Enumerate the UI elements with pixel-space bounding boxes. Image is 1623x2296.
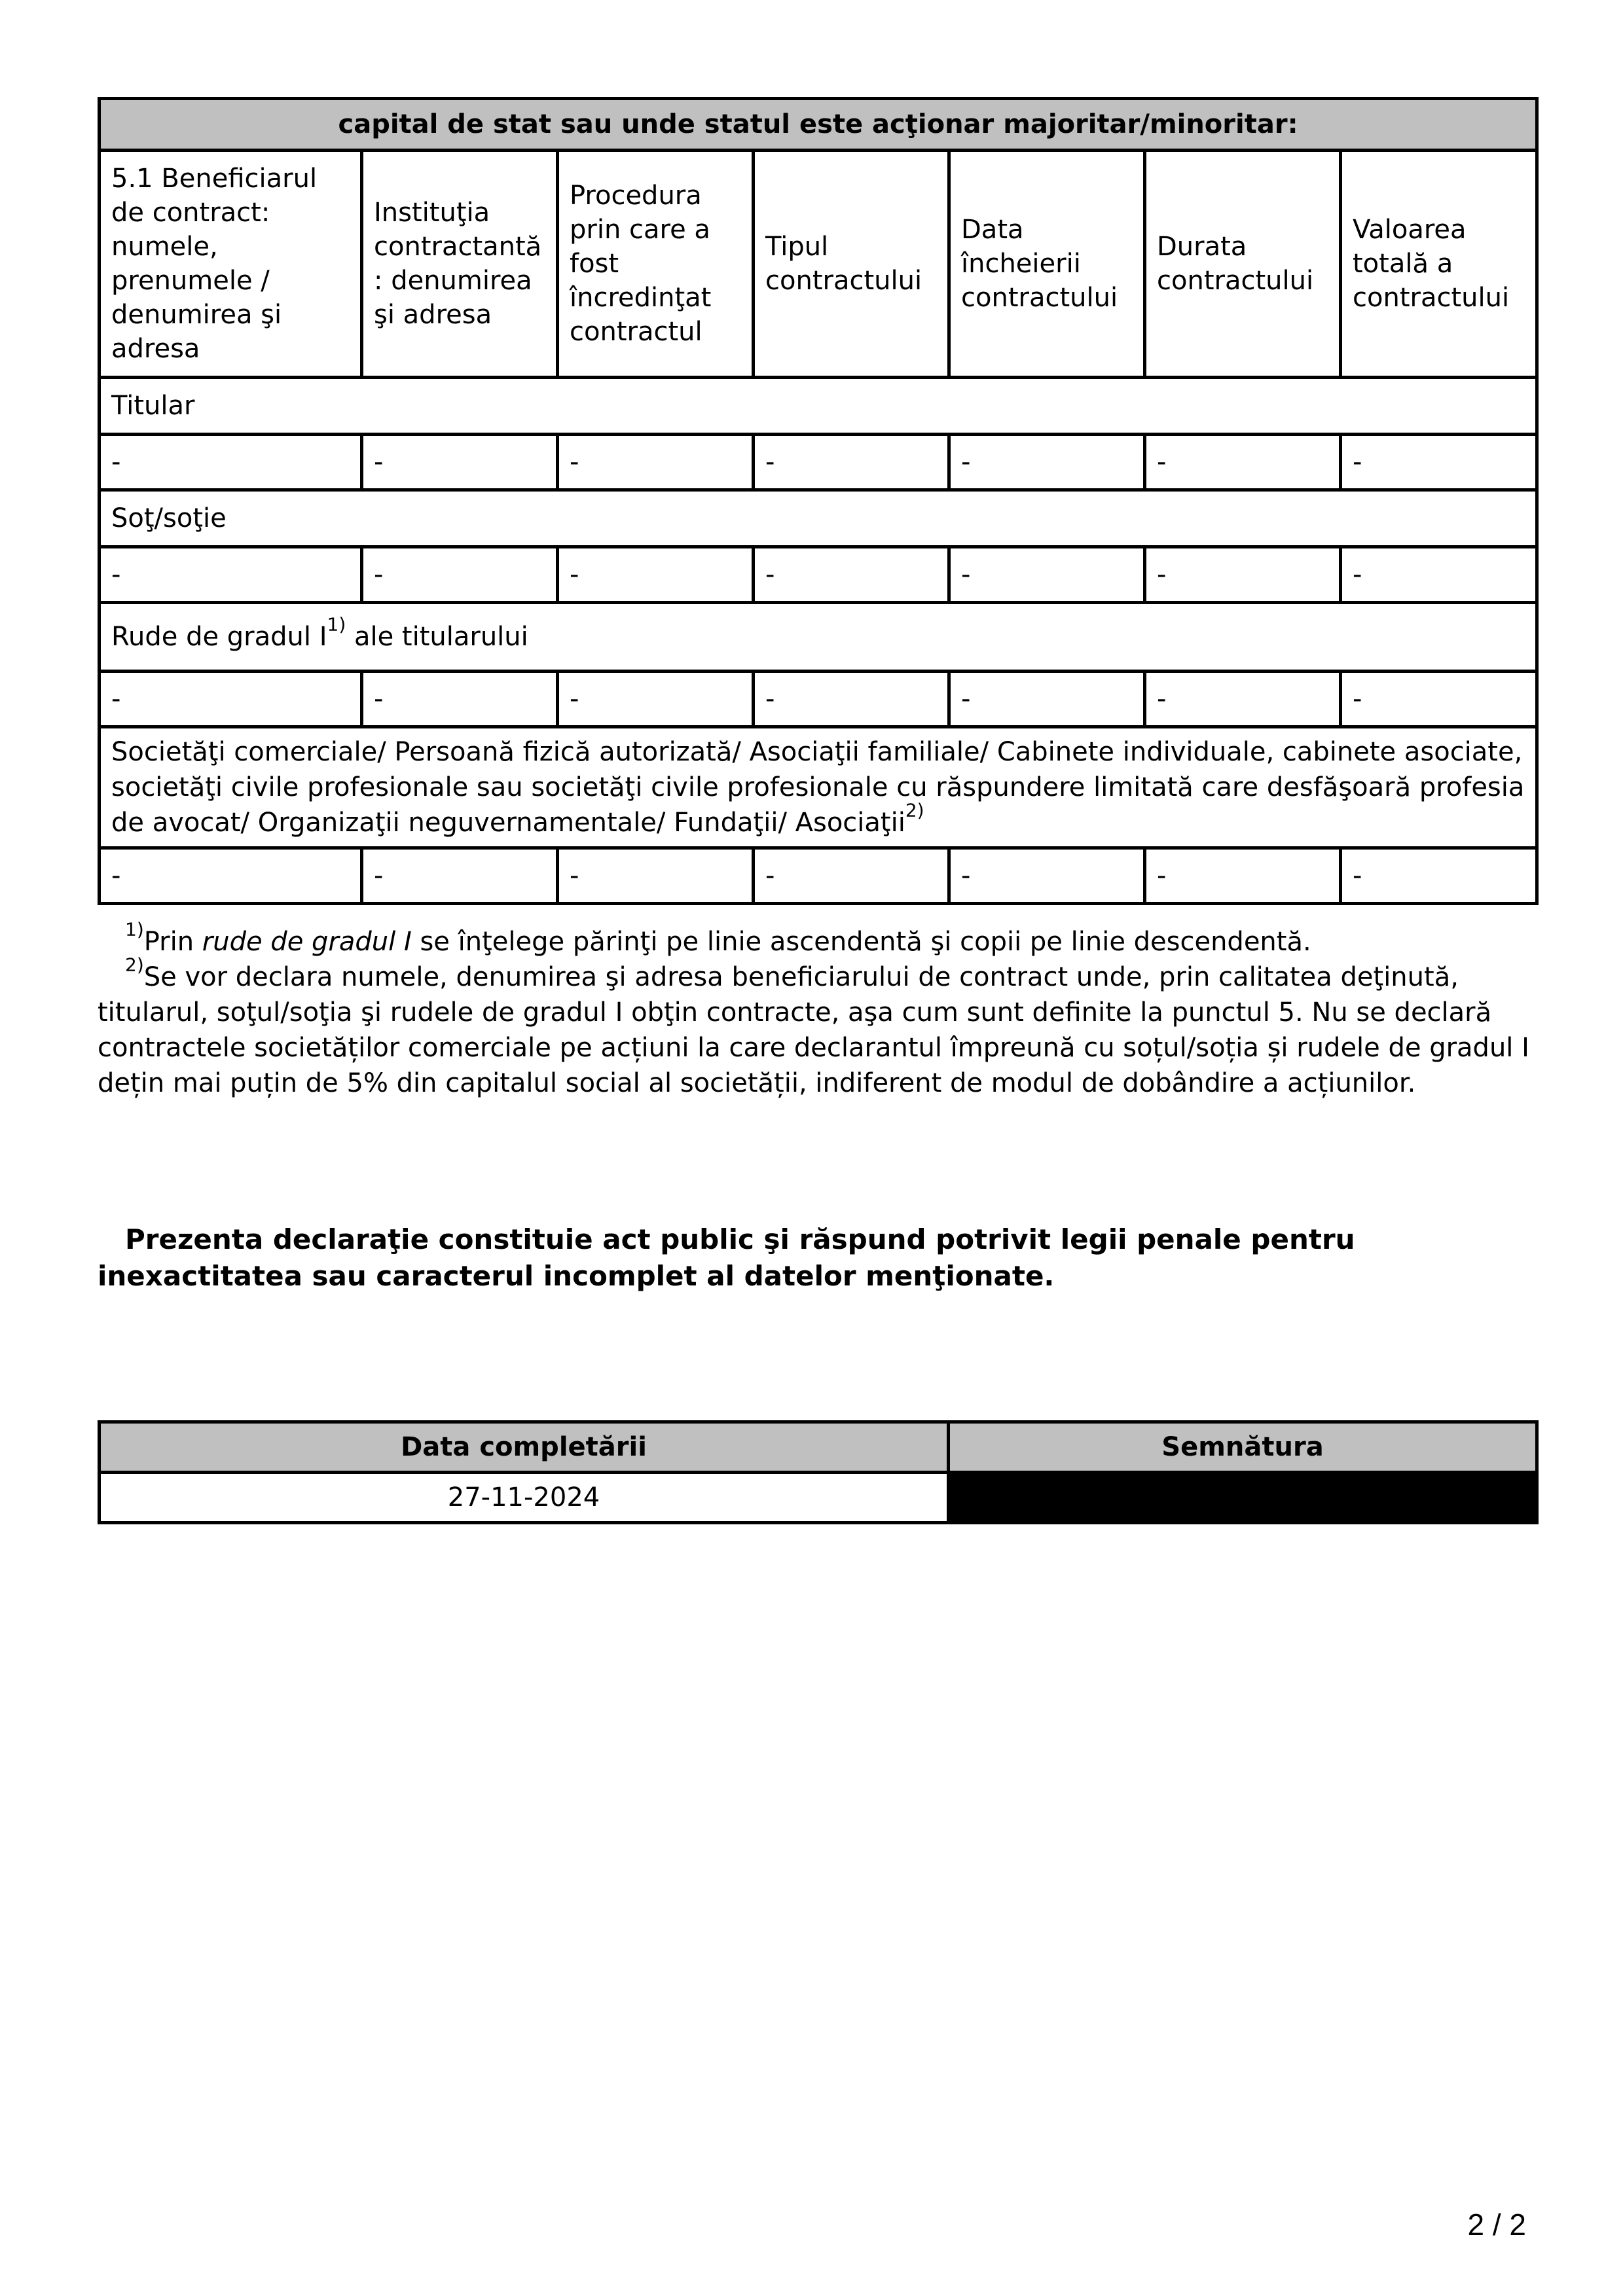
table-cell: - (1341, 848, 1537, 904)
header-procedure: Procedura prin care a fost încredinţat contractul (558, 151, 754, 378)
group-label: Societăţi comerciale/ Persoană fizică autorizată/ Asociaţii familiale/ Cabinete individuale, cabinete asociate, societăţi civile profesionale sau societăţi civile profesionale cu răspundere limitată care desfăşoară profesia de avocat/ Organizaţii neguvernamentale/ Fundaţii/ Asociaţii (111, 737, 1525, 838)
contracts-table (98, 97, 1539, 905)
header-beneficiary: 5.1 Beneficiarul de contract: numele, prenumele / denumirea şi adresa (100, 151, 362, 378)
footnote-2 (98, 954, 1538, 1101)
footnote-text: Se vor declara numele, denumirea şi adresa beneficiarului de contract unde, prin calitatea deţinută, titularul, soţul/soţia şi rudele de gradul I obţin contracte, aşa cum sunt definite la punctul 5. Nu se declară contractele societăților comerciale pe acțiuni la care declarantul împreună cu soțul/soția și rudele de gradul I dețin mai puțin de 5% din capitalul social al societății, indiferent de modul de dobândire a acțiunilor. (98, 962, 1529, 1098)
table-cell: - (949, 547, 1145, 603)
header-duration: Durata contractului (1145, 151, 1341, 378)
completion-date: 27-11-2024 (100, 1473, 949, 1523)
table-row (100, 547, 1537, 603)
table-cell: - (754, 672, 949, 727)
footnotes (98, 918, 1538, 1101)
table-cell: - (100, 435, 362, 490)
table-cell: - (1341, 435, 1537, 490)
header-contract-type: Tipul contractului (754, 151, 949, 378)
group-label: Rude de gradul I (111, 622, 327, 652)
group-label: Soţ/soţie (111, 503, 227, 533)
page-number: 2 / 2 (1467, 2208, 1526, 2242)
table-cell: - (1145, 672, 1341, 727)
table-cell: - (1145, 547, 1341, 603)
footnote-text: Prin (143, 927, 202, 957)
legal-declaration: Prezenta declaraţie constituie act public şi răspund potrivit legii penale pentru inexactitatea sau caracterul incomplet al datelor menţionate. (98, 1223, 1355, 1292)
footnote-ref: 1) (327, 613, 346, 636)
table-cell: - (100, 672, 362, 727)
table-cell: - (949, 435, 1145, 490)
footnote-ref: 2) (905, 799, 924, 821)
table-cell: - (100, 547, 362, 603)
date-label: Data completării (100, 1422, 949, 1473)
header-conclusion-date: Data încheierii contractului (949, 151, 1145, 378)
table-row (100, 435, 1537, 490)
table-cell: - (1341, 547, 1537, 603)
group-row-relatives (100, 603, 1537, 672)
table-cell: - (754, 435, 949, 490)
table-cell: - (558, 848, 754, 904)
table-cell: - (1145, 848, 1341, 904)
footnote-emphasis: rude de gradul I (202, 927, 412, 957)
table-cell: - (558, 672, 754, 727)
group-row-spouse (100, 490, 1537, 547)
table-cell: - (949, 672, 1145, 727)
footnote-text: se înţelege părinţi pe linie ascendentă şi copii pe linie descendentă. (411, 927, 1311, 957)
table-cell: - (362, 672, 558, 727)
table-row (100, 672, 1537, 727)
footnote-marker: 2) (125, 954, 144, 976)
table-cell: - (558, 547, 754, 603)
table-cell: - (362, 547, 558, 603)
table-cell: - (1341, 672, 1537, 727)
group-label-suffix: ale titularului (346, 622, 528, 652)
table-cell: - (1145, 435, 1341, 490)
group-label: Titular (111, 391, 195, 421)
table-cell: - (100, 848, 362, 904)
header-institution: Instituţia contractantă: denumirea şi adresa (362, 151, 558, 378)
group-row-companies (100, 727, 1537, 848)
table-cell: - (754, 547, 949, 603)
signature-label: Semnătura (949, 1422, 1537, 1473)
redacted-signature (949, 1473, 1537, 1523)
table-cell: - (754, 848, 949, 904)
table-header-row (100, 151, 1537, 378)
table-row (100, 848, 1537, 904)
table-cell: - (362, 848, 558, 904)
header-total-value: Valoarea totală a contractului (1341, 151, 1537, 378)
table-cell: - (362, 435, 558, 490)
footnote-marker: 1) (125, 918, 144, 941)
table-title: capital de stat sau unde statul este acţionar majoritar/minoritar: (100, 99, 1537, 151)
footnote-1 (98, 918, 1538, 960)
table-cell: - (949, 848, 1145, 904)
group-row-titular (100, 378, 1537, 435)
signature-table (98, 1420, 1539, 1524)
table-cell: - (558, 435, 754, 490)
